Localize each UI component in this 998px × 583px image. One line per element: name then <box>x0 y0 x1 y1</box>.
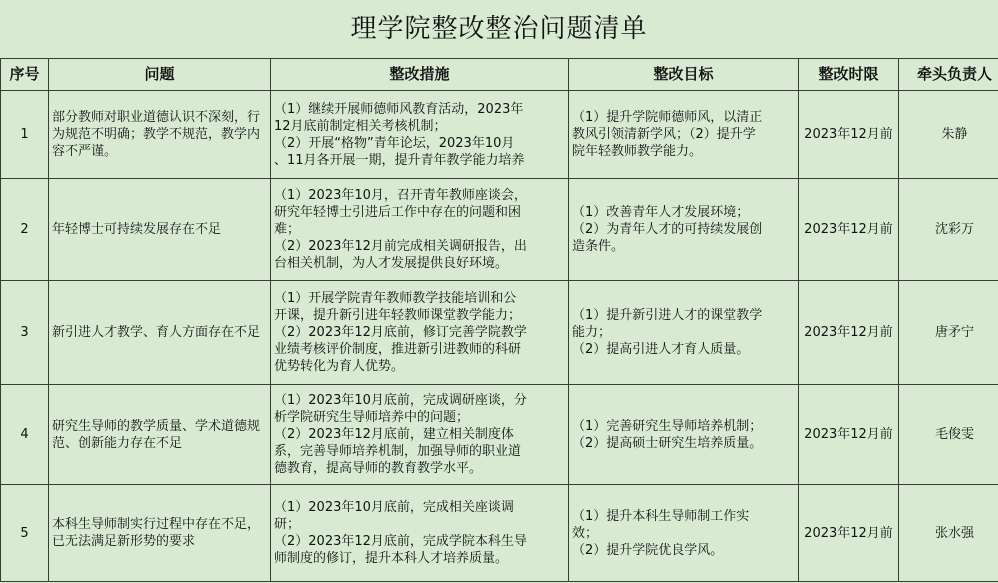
cell-leader[interactable]: 沈彩万 <box>899 179 998 281</box>
cell-measures[interactable] <box>271 179 569 281</box>
measures-line: 析学院研究生导师培养中的问题； <box>274 410 470 425</box>
cell-problem[interactable]: 研究生导师的教学质量、学术道德规范、创新能力存在不足 <box>49 385 271 485</box>
goals-line: （1）提升本科生导师制工作实 <box>572 508 750 524</box>
cell-goals[interactable] <box>569 385 799 485</box>
table-row <box>1 385 998 485</box>
header-no[interactable]: 序号 <box>1 59 49 91</box>
table-row <box>1 485 998 582</box>
cell-goals[interactable] <box>569 485 799 582</box>
table-row <box>1 179 998 281</box>
measures-line: 优势转化为育人优势。 <box>274 359 405 374</box>
cell-leader[interactable]: 唐矛宁 <box>899 281 998 385</box>
cell-measures[interactable] <box>271 91 569 179</box>
measures-line: 德教育，提高导师的教育教学水平。 <box>274 461 483 476</box>
cell-no[interactable]: 3 <box>1 281 49 385</box>
goals-line: （2）提高引进人才育人质量。 <box>572 342 750 357</box>
measures-line: （1）2023年10月底前，完成调研座谈，分 <box>274 393 527 408</box>
measures-line: （2）2023年12月底前，完成学院本科生导 <box>274 534 527 549</box>
header-measures[interactable]: 整改措施 <box>271 59 569 91</box>
cell-leader[interactable]: 朱静 <box>899 91 998 179</box>
cell-deadline[interactable]: 2023年12月前 <box>799 91 899 179</box>
header-leader[interactable]: 牵头负责人 <box>899 59 998 91</box>
goals-line: （1）完善研究生导师培养机制； <box>572 418 763 434</box>
cell-goals[interactable] <box>569 281 799 385</box>
table-row <box>1 91 998 179</box>
header-deadline[interactable]: 整改时限 <box>799 59 899 91</box>
cell-leader[interactable]: 毛俊雯 <box>899 385 998 485</box>
cell-problem[interactable]: 年轻博士可持续发展存在不足 <box>49 179 271 281</box>
goals-line: 院年轻教师教学能力。 <box>572 144 703 159</box>
measures-line: 研； <box>274 517 301 532</box>
goals-line: 教风引领清新学风；（2）提升学 <box>572 127 756 142</box>
cell-measures[interactable] <box>271 385 569 485</box>
measures-line: （1）2023年10月，召开青年教师座谈会， <box>274 188 527 203</box>
measures-line: （1）开展学院青年教师教学技能培训和公 <box>274 291 517 306</box>
goals-line: 造条件。 <box>572 239 625 254</box>
goals-line: （1）改善青年人才发展环境； <box>572 205 750 220</box>
cell-no[interactable]: 4 <box>1 385 49 485</box>
measures-line: 12月底前制定相关考核机制； <box>274 118 447 134</box>
cell-measures[interactable] <box>271 281 569 385</box>
header-problem[interactable]: 问题 <box>49 59 271 91</box>
header-goals[interactable]: 整改目标 <box>569 59 799 91</box>
measures-line: 难； <box>274 222 301 237</box>
cell-deadline[interactable]: 2023年12月前 <box>799 385 899 485</box>
goals-line: 效； <box>572 525 599 541</box>
cell-leader[interactable]: 张水强 <box>899 485 998 582</box>
cell-no[interactable]: 5 <box>1 485 49 582</box>
cell-no[interactable]: 2 <box>1 179 49 281</box>
measures-line: 研究年轻博士引进后工作中存在的问题和困 <box>274 205 522 220</box>
table-row <box>1 281 998 385</box>
measures-line: （2）开展“格物”青年论坛，2023年10月 <box>274 135 515 151</box>
cell-deadline[interactable]: 2023年12月前 <box>799 281 899 385</box>
cell-problem[interactable]: 部分教师对职业道德认识不深刻，行为规范不明确；教学不规范，教学内容不严谨。 <box>49 91 271 179</box>
header-row <box>1 59 998 91</box>
measures-line: 台相关机制，为人才发展提供良好环境。 <box>274 256 509 271</box>
measures-line: 系，完善导师培养机制，加强导师的职业道 <box>274 444 522 459</box>
cell-measures[interactable] <box>271 485 569 582</box>
measures-line: 业绩考核评价制度，推进新引进教师的科研 <box>274 342 522 357</box>
cell-problem[interactable]: 本科生导师制实行过程中存在不足，已无法满足新形势的要求 <box>49 485 271 582</box>
measures-line: （2）2023年12月前完成相关调研报告，出 <box>274 239 527 254</box>
cell-goals[interactable] <box>569 91 799 179</box>
page-title: 理学院整改整治问题清单 <box>350 14 648 44</box>
measures-line: 、11月各开展一期，提升青年教学能力培养 <box>274 152 525 168</box>
goals-line: （2）为青年人才的可持续发展创 <box>572 222 763 237</box>
goals-line: （1）提升学院师德师风，以清正 <box>572 110 763 125</box>
measures-line: （2）2023年12月底前，修订完善学院教学 <box>274 325 527 340</box>
goals-line: 能力； <box>572 325 612 340</box>
cell-deadline[interactable]: 2023年12月前 <box>799 485 899 582</box>
cell-deadline[interactable]: 2023年12月前 <box>799 179 899 281</box>
measures-line: （1）继续开展师德师风教育活动，2023年 <box>274 101 524 117</box>
goals-line: （1）提升新引进人才的课堂教学 <box>572 308 763 323</box>
issue-table <box>0 58 998 582</box>
measures-line: 开课，提升新引进年轻教师课堂教学能力； <box>274 308 522 323</box>
cell-problem[interactable]: 新引进人才教学、育人方面存在不足 <box>49 281 271 385</box>
cell-no[interactable]: 1 <box>1 91 49 179</box>
goals-line: （2）提升学院优良学风。 <box>572 542 724 558</box>
measures-line: 师制度的修订，提升本科人才培养质量。 <box>274 551 509 566</box>
measures-line: （2）2023年12月底前，建立相关制度体 <box>274 427 514 442</box>
goals-line: （2）提高硕士研究生培养质量。 <box>572 435 763 451</box>
measures-line: （1）2023年10月底前，完成相关座谈调 <box>274 500 514 515</box>
cell-goals[interactable] <box>569 179 799 281</box>
